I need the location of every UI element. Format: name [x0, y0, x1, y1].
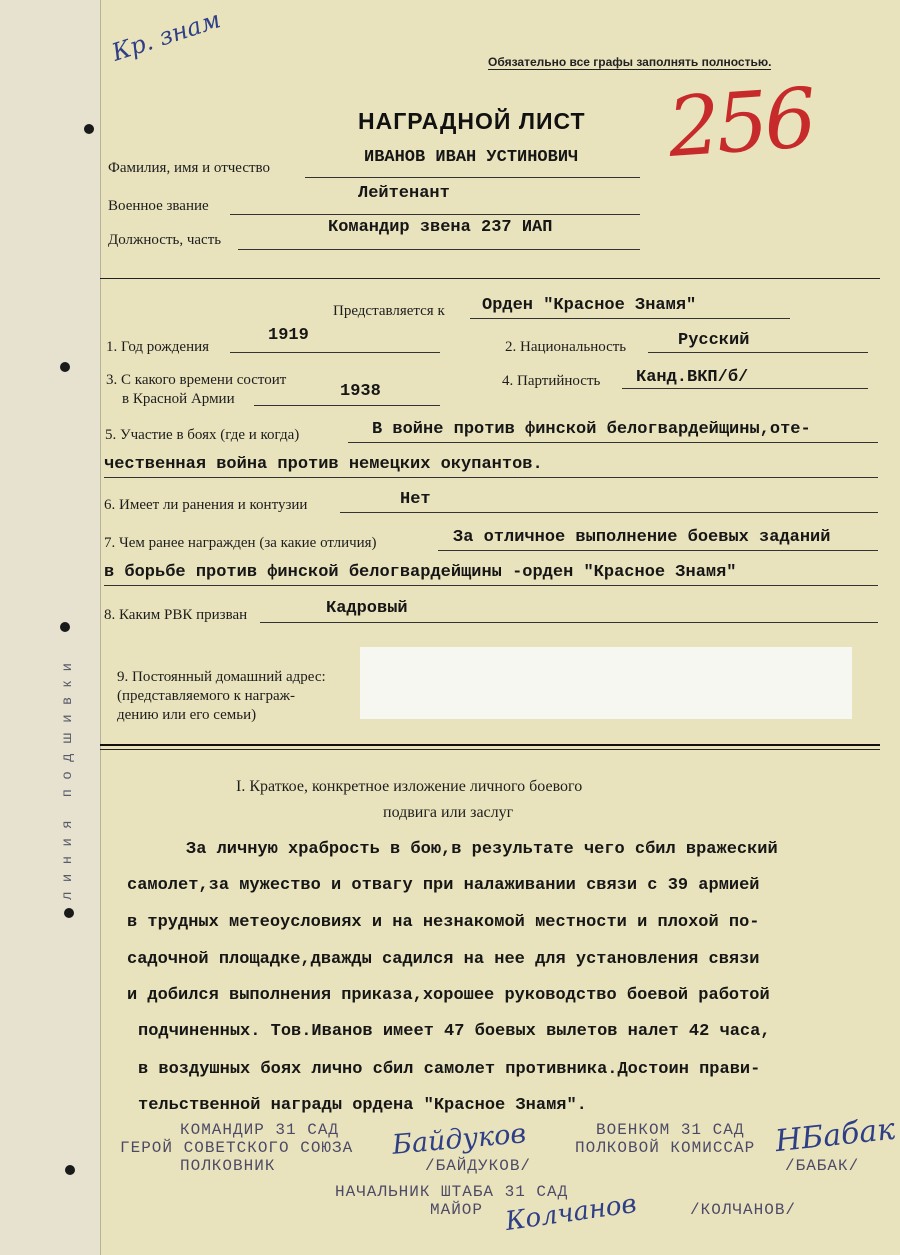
recruitment-office-label: 8. Каким РВК призван	[104, 607, 248, 623]
merit-text-line: и добился выполнения приказа,хорошее руководство боевой работой	[127, 986, 770, 1005]
award-label: Представляется к	[333, 303, 445, 319]
battles-value-line1: В войне против финской белогвардейщины,оте-	[372, 420, 811, 439]
commissar-rank: ПОЛКОВОЙ КОМИССАР	[575, 1139, 756, 1157]
rank-underline	[230, 214, 640, 215]
document-title: НАГРАДНОЙ ЛИСТ	[358, 108, 586, 134]
battles-underline	[348, 442, 878, 443]
commander-honor: ГЕРОЙ СОВЕТСКОГО СОЮЗА	[120, 1139, 354, 1157]
section-divider-thick	[100, 744, 880, 746]
position-label: Должность, часть	[108, 232, 222, 248]
service-since-value: 1938	[340, 382, 381, 401]
battles-label: 5. Участие в боях (где и когда)	[105, 427, 300, 443]
commissar-name: /БАБАК/	[785, 1157, 860, 1175]
nationality-value: Русский	[678, 331, 750, 350]
merit-text-line: в воздушных боях лично сбил самолет противника.Достоин прави-	[138, 1060, 761, 1079]
service-since-label-2: в Красной Армии	[122, 391, 235, 407]
award-value: Орден "Красное Знамя"	[482, 296, 697, 315]
wounds-label: 6. Имеет ли ранения и контузии	[104, 497, 308, 513]
previous-awards-value-line1: За отличное выполнение боевых заданий	[453, 528, 831, 547]
chief-of-staff-name: /КОЛЧАНОВ/	[690, 1201, 797, 1219]
chief-of-staff-rank: МАЙОР	[430, 1201, 484, 1219]
merit-text-line: подчиненных. Тов.Иванов имеет 47 боевых вылетов налет 42 часа,	[138, 1022, 771, 1041]
rank-value: Лейтенант	[358, 184, 450, 203]
nationality-underline	[648, 352, 868, 353]
address-label-2: (представляемого к награж-	[117, 688, 296, 704]
binding-hole	[64, 908, 74, 918]
chief-of-staff-signature: Колчанов	[503, 1188, 639, 1238]
address-label-3: дению или его семьи)	[117, 707, 257, 723]
previous-awards-value-line2: в борьбе против финской белогвардейщины -орден "Красное Знамя"	[104, 563, 737, 582]
commissar-title: ВОЕНКОМ 31 САД	[596, 1121, 745, 1139]
merit-text-line: самолет,за мужество и отвагу при налаживании связи с 39 армией	[127, 876, 760, 895]
party-underline	[622, 388, 868, 389]
section-divider	[100, 278, 880, 279]
commander-rank: ПОЛКОВНИК	[180, 1157, 276, 1175]
merit-text-line: в трудных метеоусловиях и на незнакомой местности и плохой по-	[127, 913, 760, 932]
party-value: Канд.ВКП/б/	[636, 368, 749, 387]
service-since-label: 3. С какого времени состоит	[106, 372, 287, 388]
corner-handwritten-note: Кр. знам	[108, 5, 224, 67]
commander-title: КОМАНДИР 31 САД	[180, 1121, 340, 1139]
nationality-label: 2. Национальность	[505, 339, 627, 355]
red-document-number: 256	[664, 71, 816, 176]
redacted-address-block	[360, 647, 852, 719]
birth-year-value: 1919	[268, 326, 309, 345]
merit-text-line: садочной площадке,дважды садился на нее для установления связи	[127, 950, 760, 969]
section-heading: I. Краткое, конкретное изложение личного боевого	[236, 778, 583, 795]
binding-strip	[0, 0, 101, 1255]
previous-awards-label: 7. Чем ранее награжден (за какие отличия)	[104, 535, 377, 551]
commissar-signature: НБабак	[773, 1111, 897, 1160]
battles-underline-2	[104, 477, 878, 478]
name-value: ИВАНОВ ИВАН УСТИНОВИЧ	[364, 148, 579, 167]
position-value: Командир звена 237 ИАП	[328, 218, 553, 237]
name-label: Фамилия, имя и отчество	[108, 160, 271, 176]
merit-text-line: За личную храбрость в бою,в результате чего сбил вражеский	[186, 840, 778, 859]
chief-of-staff-title: НАЧАЛЬНИК ШТАБА 31 САД	[335, 1183, 569, 1201]
birth-year-underline	[230, 352, 440, 353]
previous-awards-underline-2	[104, 585, 878, 586]
commander-signature: Байдуков	[390, 1118, 528, 1161]
commander-name: /БАЙДУКОВ/	[425, 1157, 532, 1175]
binding-hole	[84, 124, 94, 134]
section-divider-thin	[100, 749, 880, 750]
merit-text-line: тельственной награды ордена "Красное Знамя".	[138, 1096, 587, 1115]
section-heading-2: подвига или заслуг	[383, 804, 514, 821]
battles-value-line2: чественная война против немецких окупантов.	[104, 455, 543, 474]
binding-hole	[65, 1165, 75, 1175]
wounds-underline	[340, 512, 878, 513]
binding-line-label	[50, 360, 90, 900]
rank-label: Военное звание	[108, 198, 209, 214]
wounds-value: Нет	[400, 490, 431, 509]
name-underline	[305, 177, 640, 178]
recruitment-office-underline	[260, 622, 878, 623]
recruitment-office-value: Кадровый	[326, 599, 408, 618]
binding-line-text: линия подшивки	[58, 653, 74, 900]
position-underline	[238, 249, 640, 250]
address-label: 9. Постоянный домашний адрес:	[117, 669, 326, 685]
instruction-note: Обязательно все графы заполнять полностью.	[488, 55, 772, 69]
service-since-underline	[254, 405, 440, 406]
birth-year-label: 1. Год рождения	[106, 339, 210, 355]
previous-awards-underline	[438, 550, 878, 551]
party-label: 4. Партийность	[502, 373, 601, 389]
award-underline	[470, 318, 790, 319]
